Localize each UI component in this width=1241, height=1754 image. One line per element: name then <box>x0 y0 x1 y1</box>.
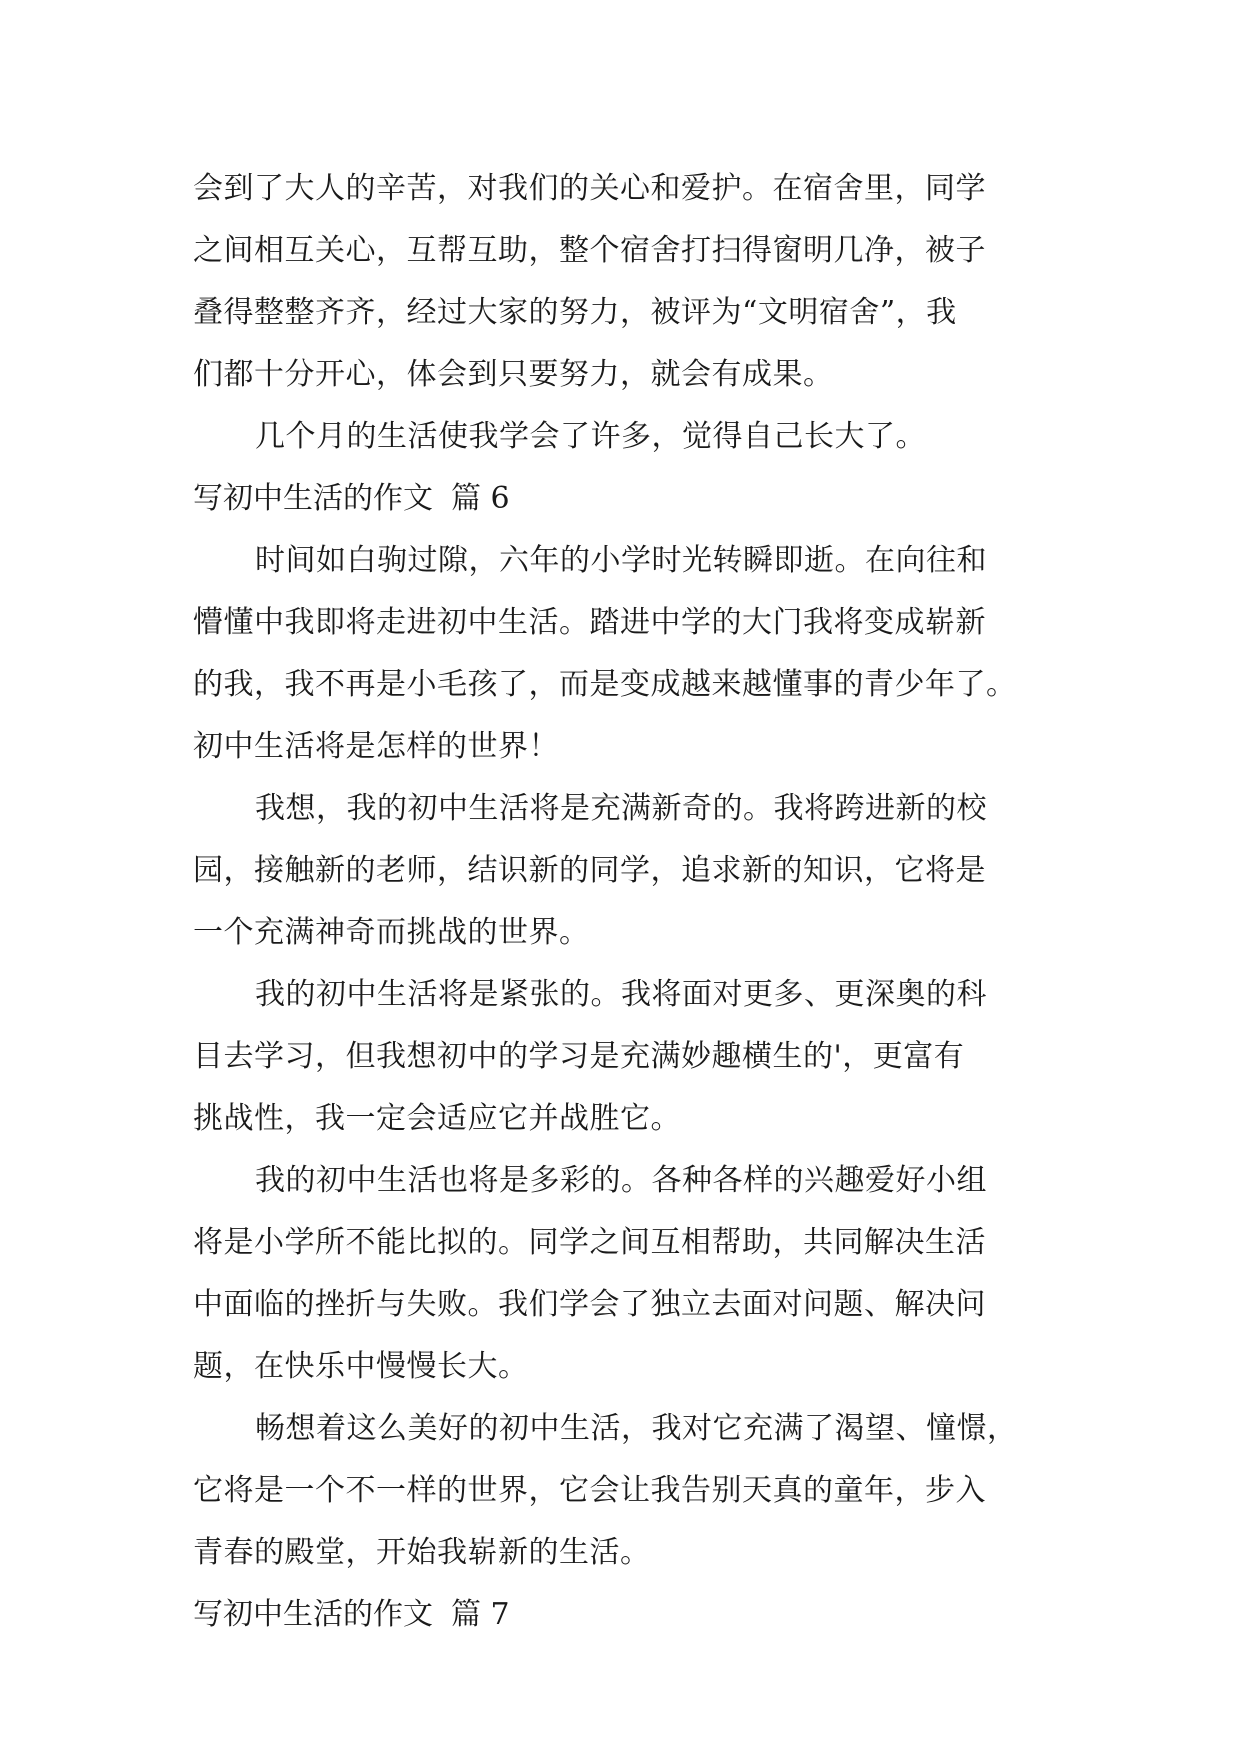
text-line: 我的初中生活将是紧张的。我将面对更多、更深奥的科 <box>255 977 987 1012</box>
text-line: 之间相互关心，互帮互助，整个宿舍打扫得窗明几净，被子 <box>193 233 986 268</box>
text-line: 中面临的挫折与失败。我们学会了独立去面对问题、解决问 <box>193 1287 986 1322</box>
section-heading-number: 篇 6 <box>451 481 510 516</box>
text-line: 将是小学所不能比拟的。同学之间互相帮助，共同解决生活 <box>193 1225 986 1260</box>
paragraph <box>193 158 1053 406</box>
section-heading <box>193 1584 1053 1646</box>
section-heading-title: 写初中生活的作文 <box>193 1597 433 1632</box>
text-line: 几个月的生活使我学会了许多，觉得自己长大了。 <box>255 419 926 454</box>
text-line: 挑战性，我一定会适应它并战胜它。 <box>193 1101 681 1136</box>
paragraph <box>193 1398 1053 1584</box>
paragraph <box>193 530 1053 778</box>
text-line: 们都十分开心，体会到只要努力，就会有成果。 <box>193 357 834 392</box>
text-line: 目去学习，但我想初中的学习是充满妙趣横生的'，更富有 <box>193 1039 965 1074</box>
text-line: 懵懂中我即将走进初中生活。踏进中学的大门我将变成崭新 <box>193 605 986 640</box>
section-heading-title: 写初中生活的作文 <box>193 481 433 516</box>
section-heading <box>193 468 1053 530</box>
text-line: 它将是一个不一样的世界，它会让我告别天真的童年，步入 <box>193 1473 986 1508</box>
text-line: 会到了大人的辛苦，对我们的关心和爱护。在宿舍里，同学 <box>193 171 986 206</box>
section-heading-number: 篇 7 <box>451 1597 510 1632</box>
text-line: 畅想着这么美好的初中生活，我对它充满了渴望、憧憬， <box>255 1411 1018 1446</box>
document-body <box>193 158 1053 1646</box>
text-line: 我想，我的初中生活将是充满新奇的。我将跨进新的校 <box>255 791 987 826</box>
text-line: 初中生活将是怎样的世界！ <box>193 729 559 764</box>
text-line: 我的初中生活也将是多彩的。各种各样的兴趣爱好小组 <box>255 1163 987 1198</box>
text-line: 叠得整整齐齐，经过大家的努力，被评为“文明宿舍”，我 <box>193 295 957 330</box>
paragraph <box>193 964 1053 1150</box>
paragraph <box>193 778 1053 964</box>
text-line: 题，在快乐中慢慢长大。 <box>193 1349 529 1384</box>
paragraph <box>193 406 1053 468</box>
text-line: 的我，我不再是小毛孩了，而是变成越来越懂事的青少年了。 <box>193 667 1017 702</box>
text-line: 青春的殿堂，开始我崭新的生活。 <box>193 1535 651 1570</box>
text-line: 时间如白驹过隙，六年的小学时光转瞬即逝。在向往和 <box>255 543 987 578</box>
paragraph <box>193 1150 1053 1398</box>
text-line: 园，接触新的老师，结识新的同学，追求新的知识，它将是 <box>193 853 986 888</box>
text-line: 一个充满神奇而挑战的世界。 <box>193 915 590 950</box>
